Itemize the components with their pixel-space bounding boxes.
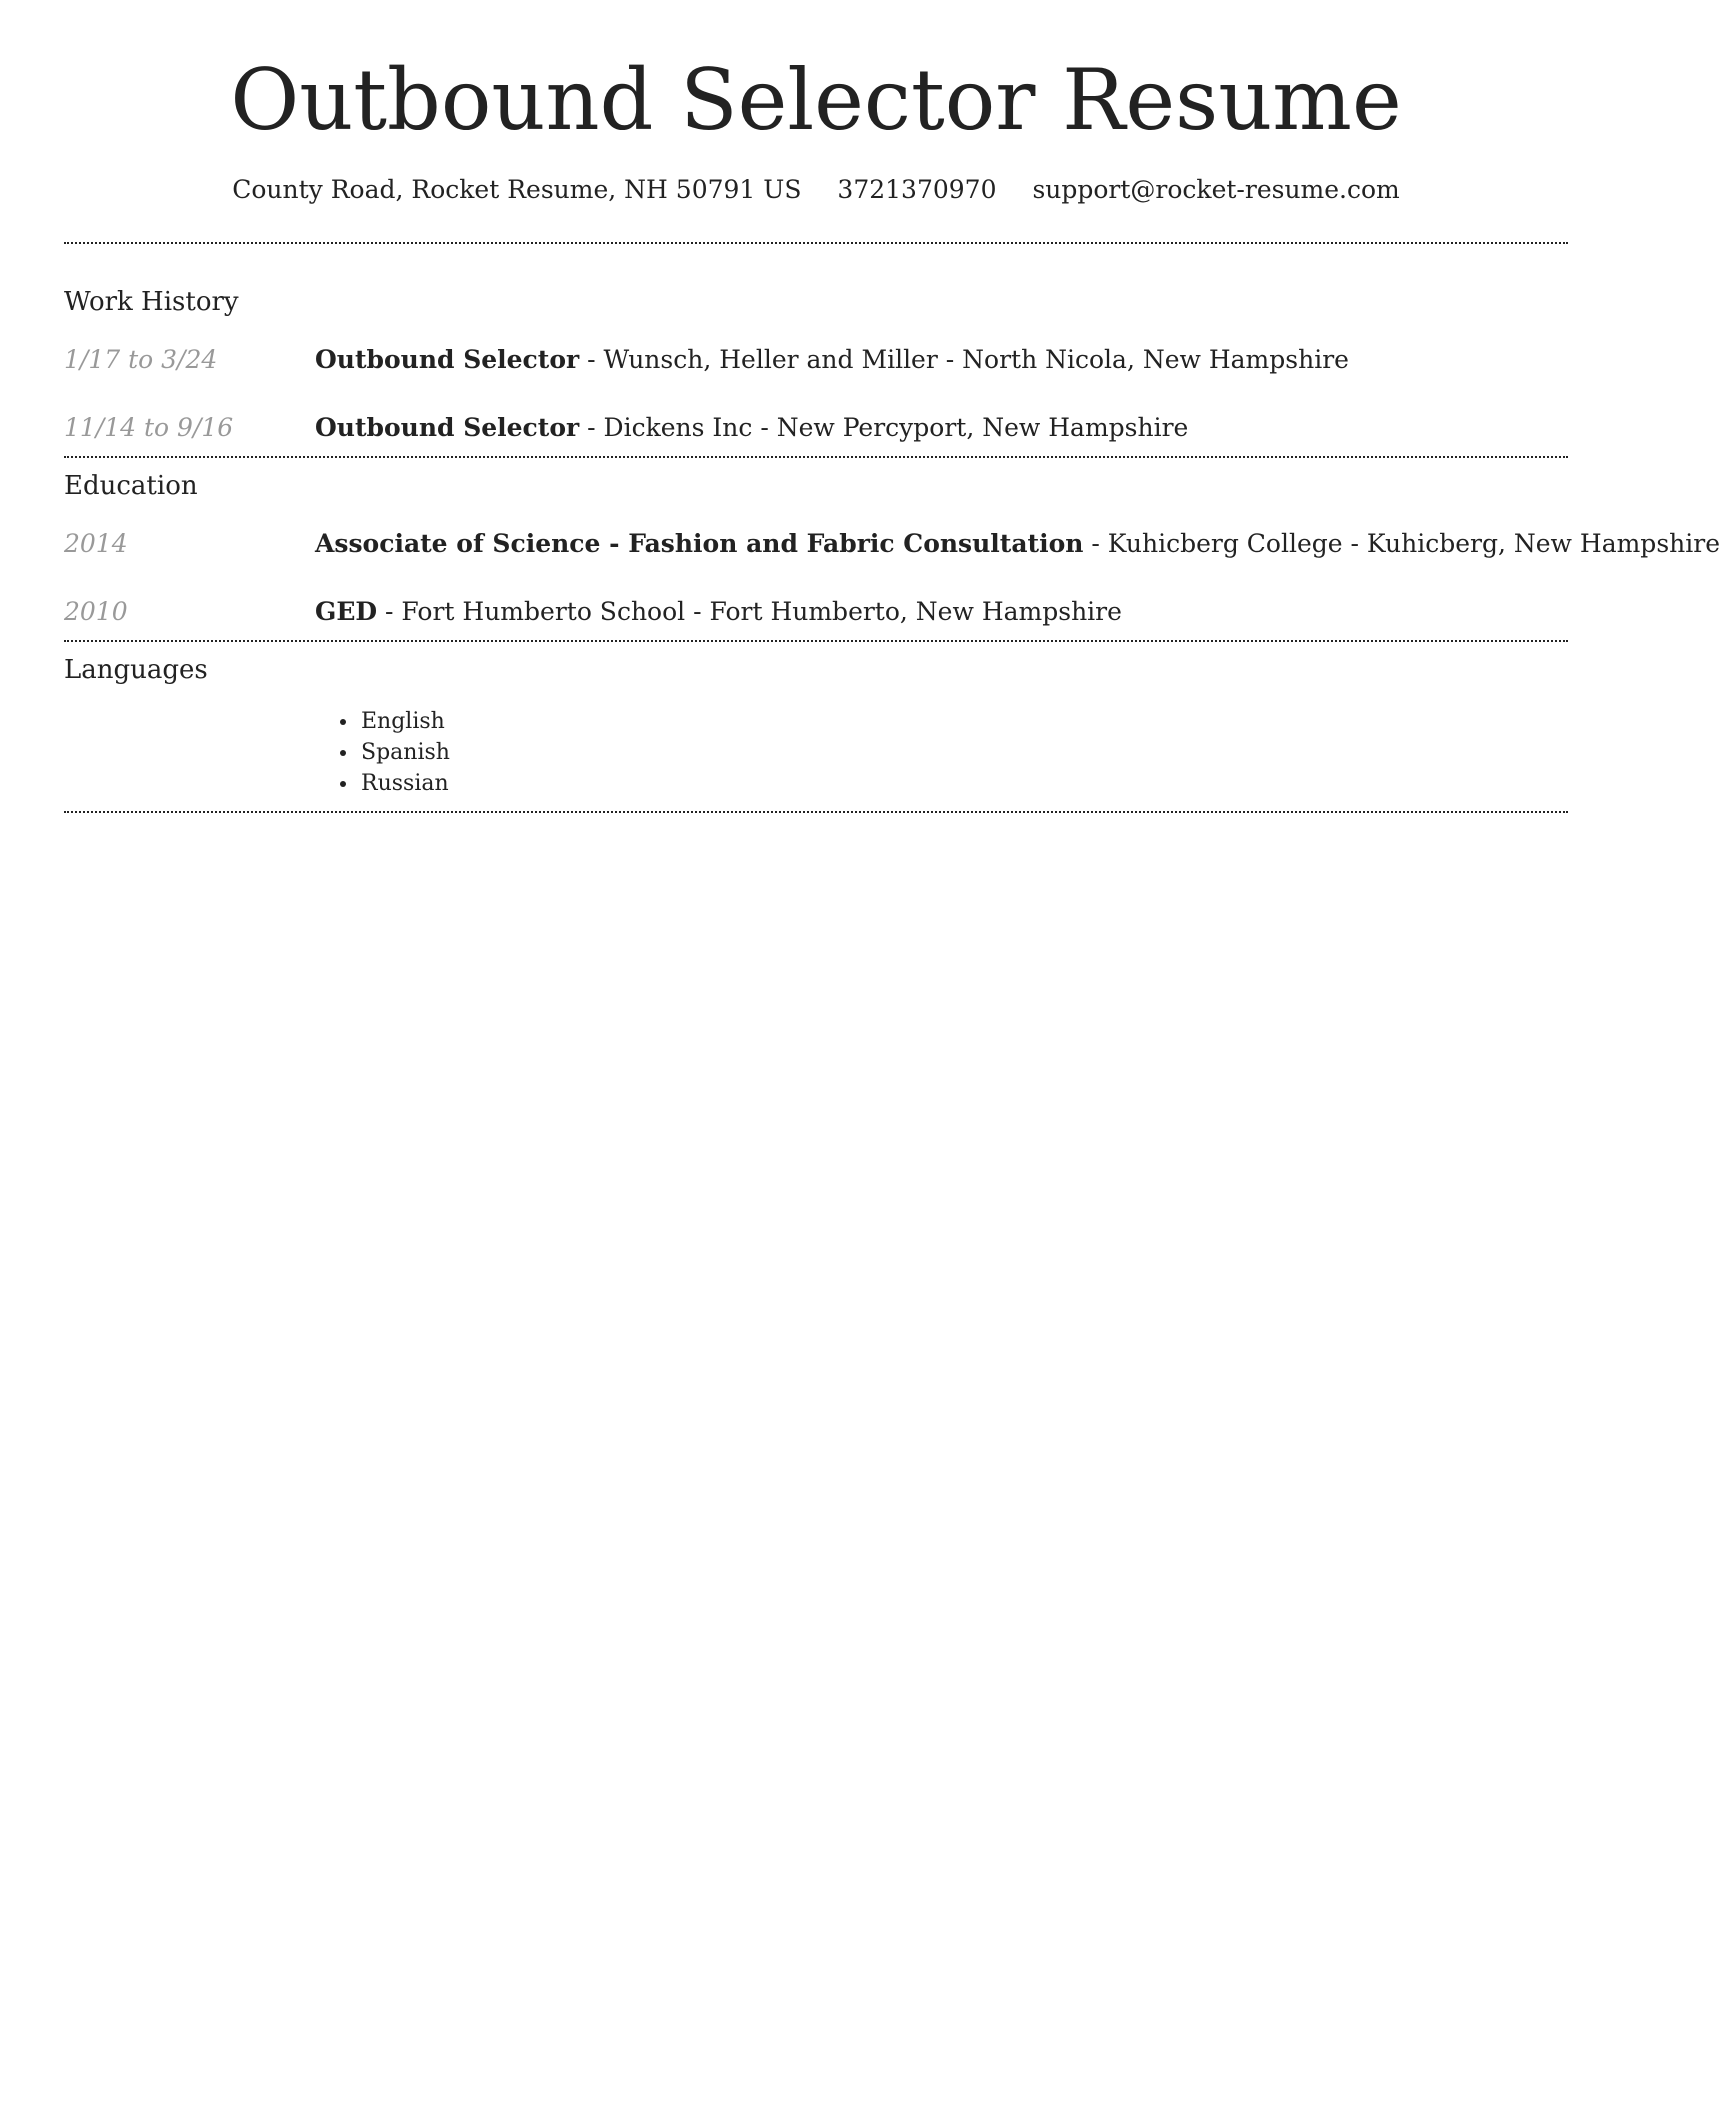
work-history-entry — [64, 410, 1568, 446]
language-item: • Russian — [359, 768, 1568, 799]
work-history-employer: - Dickens Inc - New Percyport, New Hampshire — [579, 413, 1189, 442]
education-detail — [315, 594, 1568, 630]
work-history-dates: 11/14 to 9/16 — [64, 413, 234, 442]
resume-page — [64, 0, 1720, 813]
work-history-detail — [315, 410, 1568, 446]
work-history-heading: Work History — [64, 287, 239, 317]
education-heading: Education — [64, 471, 198, 501]
work-history-role: Outbound Selector — [315, 345, 580, 374]
work-history-dates: 1/17 to 3/24 — [64, 345, 218, 374]
education-school: - Fort Humberto School - Fort Humberto, New Hampshire — [377, 597, 1122, 626]
work-history-entry — [64, 342, 1568, 378]
education-entry — [64, 526, 1720, 562]
resume-header — [64, 0, 1568, 210]
education-entry — [64, 594, 1568, 630]
language-item: • Spanish — [359, 737, 1568, 768]
languages-heading: Languages — [64, 655, 208, 685]
languages-section — [64, 652, 1568, 799]
work-history-section — [64, 284, 1568, 446]
language-item: • English — [359, 706, 1568, 737]
work-history-employer: - Wunsch, Heller and Miller - North Nicola, New Hampshire — [579, 345, 1349, 374]
work-history-divider — [64, 456, 1568, 458]
education-divider — [64, 640, 1568, 642]
education-dates: 2010 — [64, 597, 128, 626]
education-detail — [315, 526, 1720, 562]
education-degree: GED — [315, 597, 378, 626]
work-history-detail — [315, 342, 1568, 378]
contact-address: County Road, Rocket Resume, NH 50791 US — [232, 175, 802, 204]
languages-divider — [64, 811, 1568, 813]
education-degree: Associate of Science - Fashion and Fabric Consultation — [315, 529, 1084, 558]
resume-title: Outbound Selector Resume — [230, 51, 1402, 149]
languages-list — [64, 706, 1568, 799]
contact-line — [64, 170, 1568, 210]
work-history-role: Outbound Selector — [315, 413, 580, 442]
contact-phone: 3721370970 — [837, 175, 997, 204]
education-school: - Kuhicberg College - Kuhicberg, New Hampshire — [1083, 529, 1720, 558]
education-section — [64, 468, 1720, 630]
header-divider — [64, 242, 1568, 244]
contact-email: support@rocket-resume.com — [1032, 175, 1400, 204]
education-dates: 2014 — [64, 529, 128, 558]
